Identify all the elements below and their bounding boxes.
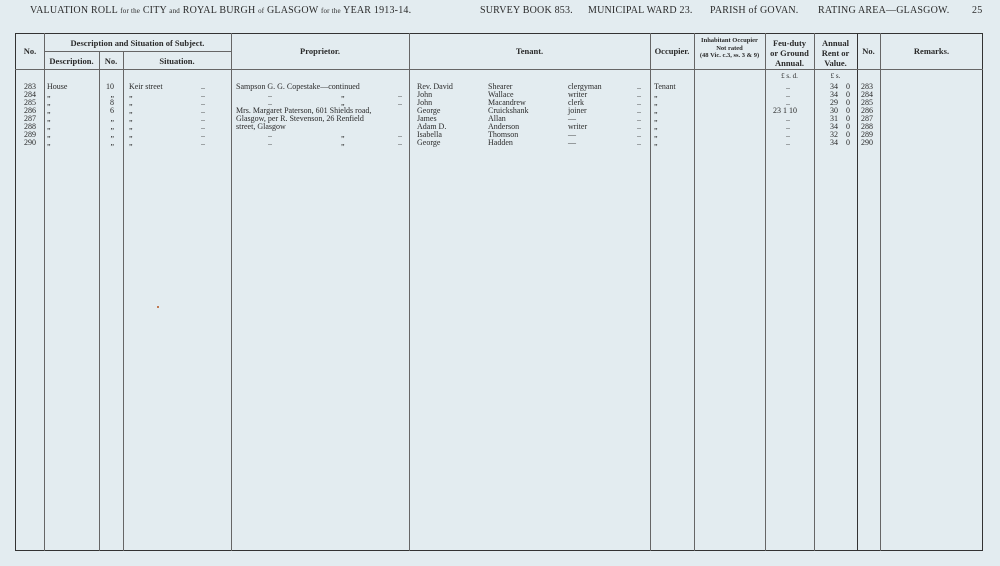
header-title: VALUATION ROLL for the CITY and ROYAL BURGH of GLASGOW for the YEAR 1913-14. — [30, 5, 412, 16]
cell-prop-d2: „ — [341, 98, 345, 107]
cell-num: „ — [110, 138, 114, 147]
cell-rent-s: 0 — [846, 90, 850, 99]
cell-feu-d: .. — [786, 114, 790, 123]
survey-book: SURVEY BOOK 853. — [480, 5, 573, 16]
cell-tocc: writer — [568, 90, 588, 99]
cell-dots2: .. — [637, 98, 641, 107]
cell-tlast: Macandrew — [488, 98, 526, 107]
cell-dots1: .. — [201, 90, 205, 99]
cell-desc: House — [47, 82, 68, 91]
cell-tfirst: John — [417, 90, 433, 99]
cell-tlast: Shearer — [488, 82, 513, 91]
cell-sit: „ — [129, 114, 133, 123]
feu-units: £ s. d. — [781, 72, 798, 80]
cell-rent-s: 0 — [846, 122, 850, 131]
cell-sit: „ — [129, 122, 133, 131]
cell-prop-d3: .. — [398, 130, 402, 139]
cell-sit: „ — [129, 130, 133, 139]
cell-prop-d1: .. — [268, 130, 272, 139]
col-feu-duty: Feu-duty or Ground Annual. — [770, 38, 809, 68]
cell-sit: „ — [129, 98, 133, 107]
cell-rent-l: 34 — [830, 138, 838, 147]
cell-dots1: .. — [201, 82, 205, 91]
cell-dots2: .. — [637, 106, 641, 115]
cell-prop-d1: .. — [268, 90, 272, 99]
cell-dots1: .. — [201, 114, 205, 123]
cell-dots2: .. — [637, 90, 641, 99]
cell-no2: 287 — [861, 114, 873, 123]
cell-num: 6 — [110, 106, 114, 115]
cell-desc: „ — [47, 130, 51, 139]
cell-occ: „ — [654, 114, 658, 123]
cell-prop: Mrs. Margaret Paterson, 601 Shields road, — [236, 106, 372, 115]
cell-no2: 288 — [861, 122, 873, 131]
cell-occ: „ — [654, 122, 658, 131]
cell-tfirst: Adam D. — [417, 122, 447, 131]
col-occupier: Occupier. — [654, 46, 690, 56]
cell-tlast: Anderson — [488, 122, 520, 131]
cell-tfirst: James — [417, 114, 437, 123]
cell-sit: „ — [129, 138, 133, 147]
cell-occ: „ — [654, 138, 658, 147]
cell-tfirst: Rev. David — [417, 82, 453, 91]
cell-tocc: clerk — [568, 98, 584, 107]
col-no-right: No. — [862, 46, 875, 56]
cell-sit: „ — [129, 106, 133, 115]
col-number: No. — [104, 56, 118, 66]
cell-no: 290 — [24, 138, 36, 147]
rating-area: RATING AREA—GLASGOW. — [818, 5, 950, 16]
cell-prop-d1: .. — [268, 98, 272, 107]
cell-dots1: .. — [201, 122, 205, 131]
cell-rent-l: 34 — [830, 82, 838, 91]
cell-prop-d1: .. — [268, 138, 272, 147]
cell-rent-s: 0 — [846, 138, 850, 147]
cell-tfirst: George — [417, 138, 441, 147]
cell-desc: „ — [47, 114, 51, 123]
cell-no: 289 — [24, 130, 36, 139]
parish: PARISH of GOVAN. — [710, 5, 799, 16]
col-description: Description. — [49, 56, 94, 66]
rent-units: £ s. — [830, 72, 841, 80]
cell-tfirst: John — [417, 98, 433, 107]
cell-num: „ — [110, 130, 114, 139]
cell-desc: „ — [47, 90, 51, 99]
cell-num: 8 — [110, 98, 114, 107]
cell-dots1: .. — [201, 98, 205, 107]
cell-desc: „ — [47, 98, 51, 107]
cell-dots1: .. — [201, 138, 205, 147]
cell-tlast: Allan — [488, 114, 506, 123]
cell-no: 283 — [24, 82, 36, 91]
cell-no: 288 — [24, 122, 36, 131]
cell-no2: 286 — [861, 106, 873, 115]
cell-num: „ — [110, 122, 114, 131]
cell-num: 10 — [106, 82, 114, 91]
cell-prop-d2: „ — [341, 130, 345, 139]
col-tenant: Tenant. — [515, 46, 544, 56]
cell-prop-d2: „ — [341, 138, 345, 147]
cell-no: 287 — [24, 114, 36, 123]
cell-dots2: .. — [637, 122, 641, 131]
cell-tlast: Hadden — [488, 138, 513, 147]
cell-prop-d3: .. — [398, 138, 402, 147]
cell-occ: „ — [654, 130, 658, 139]
group-rule — [44, 51, 231, 52]
page-number: 25 — [972, 5, 983, 16]
cell-rent-l: 31 — [830, 114, 838, 123]
col-no: No. — [23, 46, 37, 56]
cell-rent-l: 34 — [830, 90, 838, 99]
col-inhabitant: Inhabitant Occupier Not rated (48 Vic. c.3, ss. 3 & 9) — [699, 37, 760, 59]
cell-num: „ — [110, 114, 114, 123]
cell-no: 284 — [24, 90, 36, 99]
cell-rent-l: 34 — [830, 122, 838, 131]
cell-prop: street, Glasgow — [236, 122, 286, 131]
page-header — [0, 5, 1000, 21]
cell-sit: „ — [129, 90, 133, 99]
col-annual-rent: Annual Rent or Value. — [821, 38, 850, 68]
cell-no2: 285 — [861, 98, 873, 107]
cell-rent-l: 29 — [830, 98, 838, 107]
cell-dots1: .. — [201, 130, 205, 139]
col-proprietor: Proprietor. — [300, 46, 340, 56]
cell-occ: Tenant — [654, 82, 676, 91]
cell-tocc: clergyman — [568, 82, 602, 91]
cell-rent-s: 0 — [846, 130, 850, 139]
cell-rent-l: 32 — [830, 130, 838, 139]
cell-feu-d: .. — [786, 122, 790, 131]
cell-feu-d: .. — [786, 82, 790, 91]
cell-tlast: Cruickshank — [488, 106, 529, 115]
cell-dots1: .. — [201, 106, 205, 115]
cell-no: 286 — [24, 106, 36, 115]
table-row — [0, 139, 1000, 147]
cell-feu-d: .. — [786, 90, 790, 99]
cell-prop-d3: .. — [398, 98, 402, 107]
cell-tfirst: George — [417, 106, 441, 115]
municipal-ward: MUNICIPAL WARD 23. — [588, 5, 693, 16]
cell-tlast: Wallace — [488, 90, 514, 99]
cell-feu-d: .. — [786, 130, 790, 139]
cell-desc: „ — [47, 106, 51, 115]
cell-tlast: Thomson — [488, 130, 519, 139]
cell-tocc: — — [568, 130, 576, 139]
cell-tocc: writer — [568, 122, 588, 131]
cell-feu-d: .. — [786, 138, 790, 147]
cell-tocc: joiner — [568, 106, 587, 115]
cell-no2: 284 — [861, 90, 873, 99]
cell-rent-s: 0 — [846, 106, 850, 115]
cell-sit: Keir street — [129, 82, 163, 91]
cell-tocc: — — [568, 114, 576, 123]
ink-spot — [157, 306, 159, 308]
cell-num: „ — [110, 90, 114, 99]
cell-no2: 290 — [861, 138, 873, 147]
header-rule — [15, 69, 983, 70]
cell-dots2: .. — [637, 114, 641, 123]
cell-no2: 283 — [861, 82, 873, 91]
col-group-description: Description and Situation of Subject. — [70, 38, 205, 48]
cell-desc: „ — [47, 138, 51, 147]
cell-rent-s: 0 — [846, 82, 850, 91]
cell-prop-d2: „ — [341, 90, 345, 99]
cell-rent-l: 30 — [830, 106, 838, 115]
cell-feu: 23 1 10 — [773, 106, 797, 115]
cell-prop-d3: .. — [398, 90, 402, 99]
cell-occ: „ — [654, 90, 658, 99]
cell-tocc: — — [568, 138, 576, 147]
cell-tfirst: Isabella — [417, 130, 442, 139]
cell-no: 285 — [24, 98, 36, 107]
cell-dots2: .. — [637, 138, 641, 147]
cell-prop: Glasgow, per R. Stevenson, 26 Renfield — [236, 114, 364, 123]
cell-dots2: .. — [637, 130, 641, 139]
cell-occ: „ — [654, 98, 658, 107]
cell-rent-s: 0 — [846, 114, 850, 123]
cell-occ: „ — [654, 106, 658, 115]
cell-feu-d: .. — [786, 98, 790, 107]
col-situation: Situation. — [159, 56, 195, 66]
cell-desc: „ — [47, 122, 51, 131]
col-remarks: Remarks. — [913, 46, 950, 56]
cell-rent-s: 0 — [846, 98, 850, 107]
cell-no2: 289 — [861, 130, 873, 139]
cell-prop: Sampson G. G. Copestake—continued — [236, 82, 360, 91]
cell-dots2: .. — [637, 82, 641, 91]
